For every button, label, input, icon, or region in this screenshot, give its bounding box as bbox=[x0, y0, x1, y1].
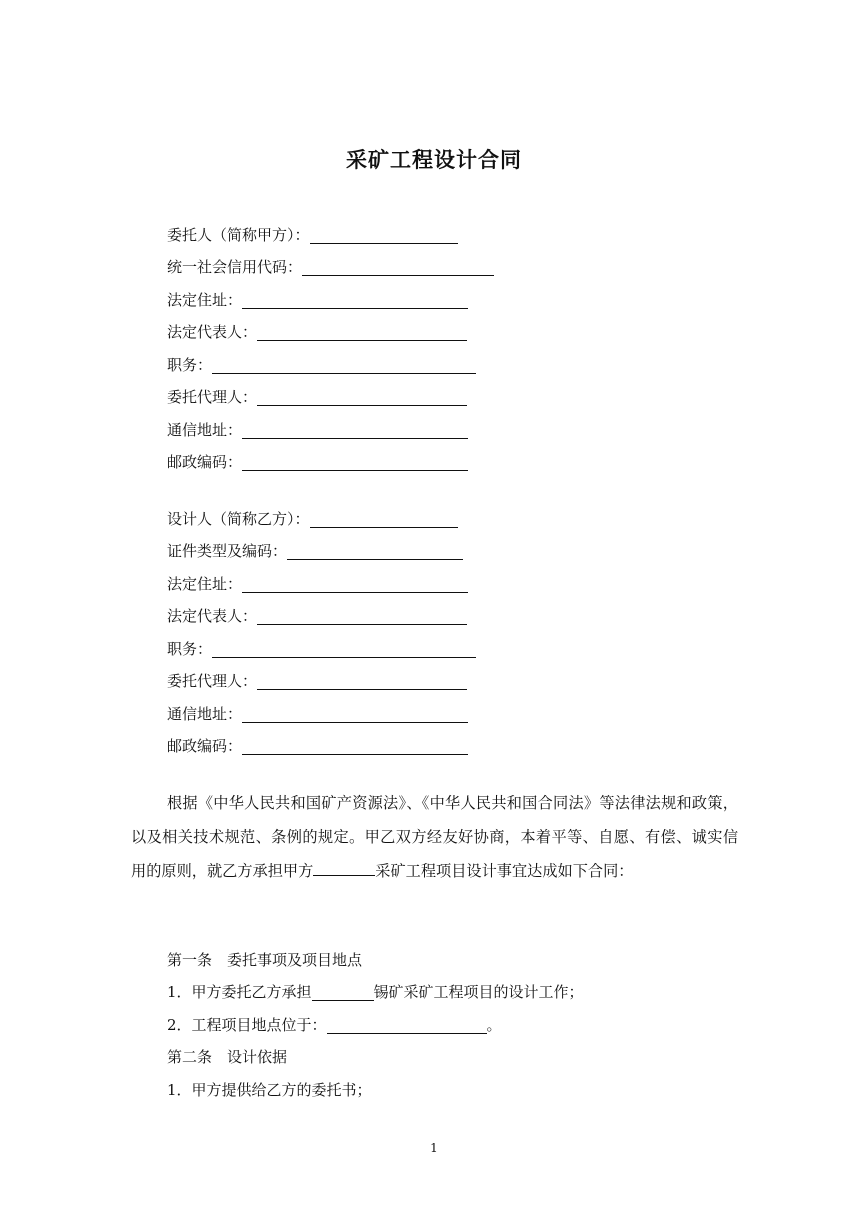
fill-in-blank bbox=[312, 984, 374, 1001]
field-label: 证件类型及编码： bbox=[167, 542, 288, 561]
party-b-section bbox=[167, 502, 476, 762]
field-label: 委托代理人： bbox=[167, 672, 258, 691]
article-title bbox=[167, 943, 584, 976]
fill-in-blank bbox=[242, 422, 468, 439]
party-a-section bbox=[167, 218, 494, 478]
field-label: 法定住址： bbox=[167, 574, 243, 593]
preamble-paragraph bbox=[131, 786, 738, 888]
article-2-title: 第二条 设计依据 bbox=[167, 1048, 288, 1067]
party-a-field-line bbox=[167, 283, 494, 316]
party-b-field-line bbox=[167, 632, 476, 665]
party-a-field-line bbox=[167, 251, 494, 284]
item-1-text-part1: 1．甲方委托乙方承担 bbox=[167, 983, 312, 1002]
fill-in-blank bbox=[310, 511, 458, 528]
field-label: 法定代表人： bbox=[167, 323, 258, 342]
item-2-text-part1: 2．工程项目地点位于： bbox=[167, 1015, 327, 1034]
article-1-title: 第一条 委托事项及项目地点 bbox=[167, 950, 363, 969]
fill-in-blank bbox=[257, 324, 467, 341]
article-title bbox=[167, 1041, 584, 1074]
item-3-text: 1．甲方提供给乙方的委托书； bbox=[167, 1080, 372, 1099]
page-number: 1 bbox=[430, 1141, 438, 1155]
fill-in-blank bbox=[212, 357, 476, 374]
article-item bbox=[167, 976, 584, 1009]
fill-in-blank bbox=[242, 292, 468, 309]
fill-in-blank bbox=[310, 227, 458, 244]
party-b-field-line bbox=[167, 665, 476, 698]
articles-section bbox=[167, 943, 584, 1106]
article-item bbox=[167, 1073, 584, 1106]
field-label: 法定代表人： bbox=[167, 607, 258, 626]
party-a-heading: 委托人（简称甲方）： bbox=[167, 225, 310, 244]
party-a-field-line bbox=[167, 446, 494, 479]
preamble-text-part1: 根据《中华人民共和国矿产资源法》、《中华人民共和国合同法》等法律法规和政策，以及相关技术规范、条例的规定。甲乙双方经友好协商，本着平等、自愿、有偿、诚实信用的原则，就乙方承担甲方 bbox=[131, 794, 738, 880]
document-title: 采矿工程设计合同 bbox=[346, 147, 522, 172]
fill-in-blank bbox=[212, 641, 476, 658]
party-a-field-line bbox=[167, 316, 494, 349]
party-b-field-line bbox=[167, 600, 476, 633]
field-label: 通信地址： bbox=[167, 704, 243, 723]
field-label: 通信地址： bbox=[167, 420, 243, 439]
party-a-field-line bbox=[167, 413, 494, 446]
party-a-field-line bbox=[167, 348, 494, 381]
field-label: 邮政编码： bbox=[167, 453, 243, 472]
fill-in-blank bbox=[257, 389, 467, 406]
item-1-text-part2: 锡矿采矿工程项目的设计工作； bbox=[373, 983, 584, 1002]
fill-in-blank bbox=[242, 738, 468, 755]
fill-in-blank bbox=[313, 861, 375, 876]
party-b-field-line bbox=[167, 697, 476, 730]
field-label: 邮政编码： bbox=[167, 737, 243, 756]
party-a-heading-line bbox=[167, 218, 494, 251]
party-b-field-line bbox=[167, 535, 476, 568]
party-b-heading: 设计人（简称乙方）： bbox=[167, 509, 310, 528]
party-b-field-line bbox=[167, 567, 476, 600]
preamble-text bbox=[131, 786, 738, 888]
fill-in-blank bbox=[287, 543, 463, 560]
field-label: 统一社会信用代码： bbox=[167, 258, 303, 277]
article-item bbox=[167, 1008, 584, 1041]
fill-in-blank bbox=[257, 608, 467, 625]
fill-in-blank bbox=[242, 454, 468, 471]
fill-in-blank bbox=[327, 1017, 487, 1034]
fill-in-blank bbox=[257, 673, 467, 690]
party-b-heading-line bbox=[167, 502, 476, 535]
party-b-field-line bbox=[167, 730, 476, 763]
field-label: 职务： bbox=[167, 639, 213, 658]
field-label: 委托代理人： bbox=[167, 388, 258, 407]
fill-in-blank bbox=[242, 576, 468, 593]
preamble-text-part2: 采矿工程项目设计事宜达成如下合同： bbox=[375, 862, 634, 880]
fill-in-blank bbox=[302, 259, 494, 276]
field-label: 法定住址： bbox=[167, 290, 243, 309]
party-a-field-line bbox=[167, 381, 494, 414]
fill-in-blank bbox=[242, 706, 468, 723]
field-label: 职务： bbox=[167, 355, 213, 374]
item-2-text-part2: 。 bbox=[486, 1015, 502, 1034]
